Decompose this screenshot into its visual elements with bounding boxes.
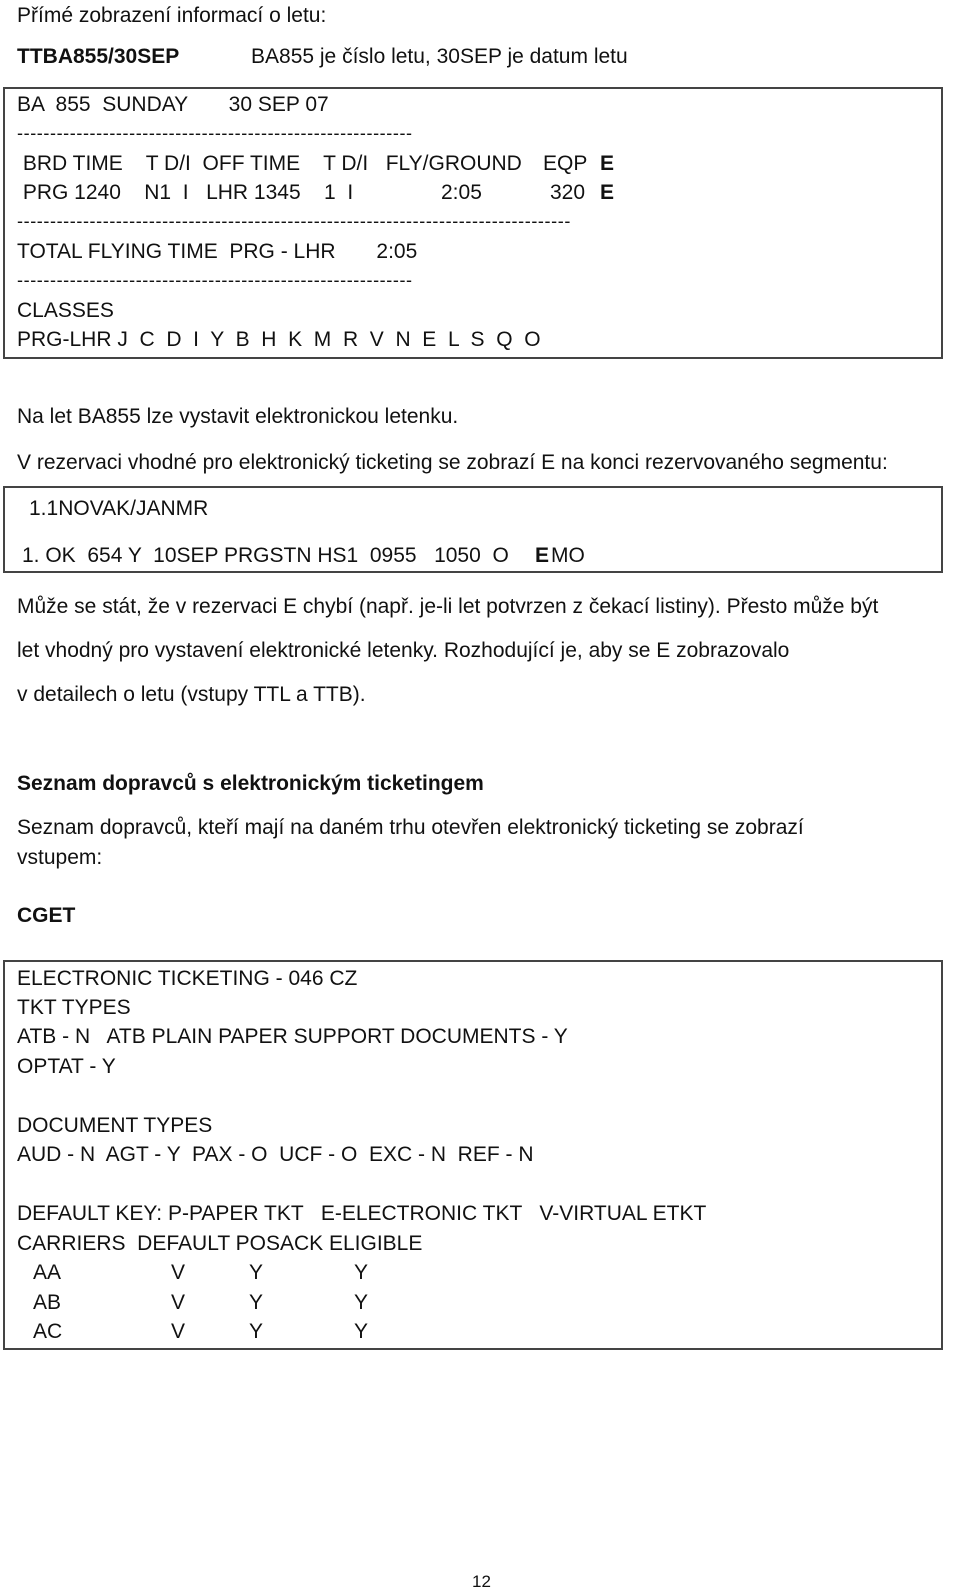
- et-line-tkt-types: TKT TYPES: [17, 996, 131, 1019]
- flight-row-e: E: [600, 181, 615, 204]
- reservation-name: 1.1NOVAK/JANMR: [29, 497, 209, 520]
- classes-label: CLASSES: [17, 299, 114, 322]
- carrier-code: AC: [33, 1320, 63, 1343]
- divider-mid: ------------------------------------------------------------: [17, 270, 413, 290]
- carrier-code: AA: [33, 1261, 62, 1284]
- carrier-eligible: Y: [354, 1261, 369, 1284]
- et-line-documents: AUD - N AGT - Y PAX - O UCF - O EXC - N REF - N: [17, 1143, 534, 1166]
- carrier-posack: Y: [249, 1320, 264, 1343]
- flight-row: PRG 1240 N1 I LHR 1345 1 I: [17, 181, 354, 204]
- divider-short: ------------------------------------------------------------: [17, 123, 413, 143]
- paragraph-note-line2: let vhodný pro vystavení elektronické letenky. Rozhodující je, aby se E zobrazovalo: [17, 639, 790, 662]
- reservation-segment-mo: MO: [551, 544, 585, 567]
- divider-long: ------------------------------------------------------------------------------------: [17, 211, 571, 231]
- paragraph-note-line3: v detailech o letu (vstupy TTL a TTB).: [17, 683, 366, 706]
- paragraph-reservation-e: V rezervaci vhodné pro elektronický ticketing se zobrazí E na konci rezervovaného segmentu:: [17, 451, 888, 474]
- et-line-atb: ATB - N ATB PLAIN PAPER SUPPORT DOCUMENTS - Y: [17, 1025, 568, 1048]
- flight-header: BA 855 SUNDAY 30 SEP 07: [17, 93, 329, 116]
- section-paragraph-line2: vstupem:: [17, 846, 103, 869]
- carrier-posack: Y: [249, 1261, 264, 1284]
- paragraph-note-line1: Může se stát, že v rezervaci E chybí (např. je-li let potvrzen z čekací listiny). Přesto může být: [17, 595, 879, 618]
- et-line-default-key: DEFAULT KEY: P-PAPER TKT E-ELECTRONIC TKT V-VIRTUAL ETKT: [17, 1202, 707, 1225]
- et-line-optat: OPTAT - Y: [17, 1055, 116, 1078]
- page-number: 12: [472, 1572, 491, 1591]
- carrier-default: V: [171, 1261, 186, 1284]
- reservation-segment: 1. OK 654 Y 10SEP PRGSTN HS1 0955 1050 O: [22, 544, 509, 567]
- reservation-segment-e: E: [535, 544, 550, 567]
- total-flying-time: TOTAL FLYING TIME PRG - LHR 2:05: [17, 240, 418, 263]
- carrier-eligible: Y: [354, 1291, 369, 1314]
- command-cget: CGET: [17, 904, 76, 927]
- command-ttb: TTBA855/30SEP: [17, 45, 180, 68]
- paragraph-eticket-possible: Na let BA855 lze vystavit elektronickou letenku.: [17, 405, 459, 428]
- section-heading: Seznam dopravců s elektronickým ticketingem: [17, 772, 484, 795]
- flight-column-header: BRD TIME T D/I OFF TIME T D/I FLY/GROUND: [17, 152, 522, 175]
- flight-column-e: E: [600, 152, 615, 175]
- command-ttb-description: BA855 je číslo letu, 30SEP je datum letu: [251, 45, 628, 68]
- carrier-default: V: [171, 1291, 186, 1314]
- section-paragraph-line1: Seznam dopravců, kteří mají na daném trhu otevřen elektronický ticketing se zobrazí: [17, 816, 804, 839]
- et-line-carriers-header: CARRIERS DEFAULT POSACK ELIGIBLE: [17, 1232, 423, 1255]
- carrier-posack: Y: [249, 1291, 264, 1314]
- carrier-default: V: [171, 1320, 186, 1343]
- et-line-title: ELECTRONIC TICKETING - 046 CZ: [17, 967, 358, 990]
- et-line-document-types: DOCUMENT TYPES: [17, 1114, 213, 1137]
- flight-row-time: 2:05: [441, 181, 482, 204]
- carrier-eligible: Y: [354, 1320, 369, 1343]
- carrier-code: AB: [33, 1291, 62, 1314]
- flight-row-eqp: 320: [550, 181, 586, 204]
- classes-line: PRG-LHR J C D I Y B H K M R V N E L S Q O: [17, 328, 541, 351]
- flight-column-eqp: EQP: [543, 152, 588, 175]
- intro-heading: Přímé zobrazení informací o letu:: [17, 4, 327, 27]
